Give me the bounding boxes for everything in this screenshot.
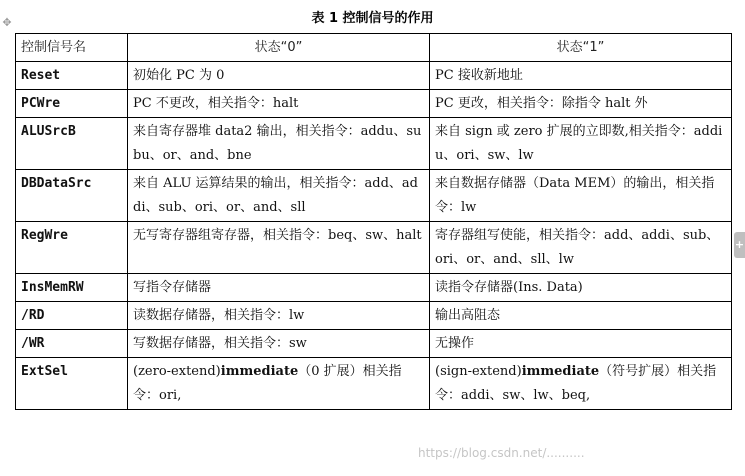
signal-name-cell: InsMemRW <box>16 274 128 302</box>
table-caption: 表 1 控制信号的作用 <box>311 11 434 26</box>
table-row <box>16 62 732 90</box>
header-state-1: 状态“1” <box>430 34 732 62</box>
table-row <box>16 118 732 170</box>
signal-name-cell: /WR <box>16 330 128 358</box>
state-1-cell: 来自 sign 或 zero 扩展的立即数,相关指令：addiu、ori、sw、lw <box>430 118 732 170</box>
state-0-cell: 来自 ALU 运算结果的输出，相关指令：add、addi、sub、ori、or、and、sll <box>128 170 430 222</box>
state-1-cell: 无操作 <box>430 330 732 358</box>
state-0-cell: 写指令存储器 <box>128 274 430 302</box>
state-1-cell: 输出高阻态 <box>430 302 732 330</box>
header-row <box>16 34 732 62</box>
state-0-cell: 写数据存储器，相关指令：sw <box>128 330 430 358</box>
signal-name-cell: PCWre <box>16 90 128 118</box>
signal-name-cell: ALUSrcB <box>16 118 128 170</box>
watermark: https://blog.csdn.net/.......... <box>418 446 585 460</box>
header-signal-name: 控制信号名 <box>16 34 128 62</box>
table-row <box>16 222 732 274</box>
state-0-cell: 读数据存储器，相关指令：lw <box>128 302 430 330</box>
table-row <box>16 170 732 222</box>
signal-name-cell: DBDataSrc <box>16 170 128 222</box>
state-0-cell: 来自寄存器堆 data2 输出，相关指令：addu、subu、or、and、bne <box>128 118 430 170</box>
state-1-cell: 读指令存储器(Ins. Data) <box>430 274 732 302</box>
state-0-cell: 初始化 PC 为 0 <box>128 62 430 90</box>
state-0-cell: (zero-extend)immediate（0 扩展）相关指令：ori, <box>128 358 430 410</box>
state-1-cell: 寄存器组写使能，相关指令：add、addi、sub、ori、or、and、sll、lw <box>430 222 732 274</box>
table-row <box>16 302 732 330</box>
table-row <box>16 330 732 358</box>
state-0-cell: PC 不更改，相关指令：halt <box>128 90 430 118</box>
state-1-cell: PC 接收新地址 <box>430 62 732 90</box>
signal-name-cell: Reset <box>16 62 128 90</box>
move-handle-icon[interactable]: ✥ <box>2 16 12 29</box>
state-1-cell: (sign-extend)immediate（符号扩展）相关指令：addi、sw、lw、beq, <box>430 358 732 410</box>
side-expand-tab[interactable]: + <box>734 232 745 258</box>
state-0-cell: 无写寄存器组寄存器，相关指令：beq、sw、halt <box>128 222 430 274</box>
signal-name-cell: RegWre <box>16 222 128 274</box>
signal-name-cell: ExtSel <box>16 358 128 410</box>
state-1-cell: 来自数据存储器（Data MEM）的输出，相关指令：lw <box>430 170 732 222</box>
header-state-0: 状态“0” <box>128 34 430 62</box>
state-1-cell: PC 更改，相关指令：除指令 halt 外 <box>430 90 732 118</box>
table-row <box>16 90 732 118</box>
table-row <box>16 358 732 410</box>
table-row <box>16 274 732 302</box>
control-signal-table <box>15 33 732 410</box>
signal-name-cell: /RD <box>16 302 128 330</box>
